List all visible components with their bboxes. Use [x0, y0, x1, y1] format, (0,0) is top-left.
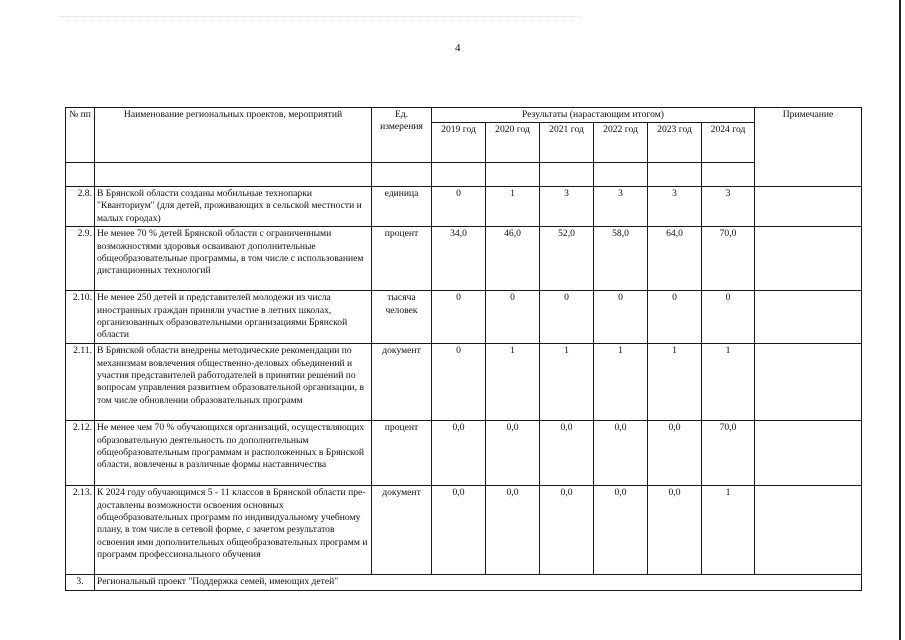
header-year: 2024 год	[702, 123, 755, 163]
row-name: Не менее 250 детей и представителей молодежи из числа иностранных граждан приняли участие в летних школах, организованных образовательными организациями Брянской области	[95, 291, 372, 344]
header-unit: Ед. измерения	[372, 108, 432, 163]
section-num: 3.	[66, 575, 95, 590]
table-row	[66, 291, 862, 344]
header-year: 2021 год	[540, 123, 594, 163]
row-value: 0,0	[594, 421, 648, 486]
row-num: 2.13.	[66, 486, 95, 575]
spacer-cell	[702, 163, 755, 187]
spacer-cell	[486, 163, 540, 187]
header-name: Наименование региональных проектов, мероприятий	[95, 108, 372, 163]
row-num: 2.8.	[66, 187, 95, 227]
row-value: 34,0	[432, 227, 486, 291]
row-value: 0	[432, 187, 486, 227]
row-num: 2.10.	[66, 291, 95, 344]
row-value: 1	[702, 486, 755, 575]
row-value: 0	[432, 291, 486, 344]
header-results: Результаты (нарастающим итогом)	[432, 108, 755, 123]
row-value: 3	[648, 187, 702, 227]
header-year: 2019 год	[432, 123, 486, 163]
row-value: 0,0	[540, 421, 594, 486]
row-value: 52,0	[540, 227, 594, 291]
row-value: 1	[540, 344, 594, 421]
row-value: 0,0	[594, 486, 648, 575]
table-row	[66, 344, 862, 421]
results-table	[65, 107, 862, 591]
row-note	[755, 421, 862, 486]
row-value: 0	[432, 344, 486, 421]
table-header-row	[66, 108, 862, 123]
row-num: 2.11.	[66, 344, 95, 421]
page-number: 4	[455, 42, 461, 54]
row-name: Не менее чем 70 % обучающихся организаций, осуществляющих образовательную деятельность по дополнительным общеобразовательным программам и расположенных в Брянской области, вовлечены в различные формы наставничества	[95, 421, 372, 486]
row-value: 70,0	[702, 227, 755, 291]
row-note	[755, 486, 862, 575]
row-value: 0,0	[648, 421, 702, 486]
header-num: № пп	[66, 108, 95, 163]
row-value: 58,0	[594, 227, 648, 291]
row-name: В Брянской области внедрены методические рекомендации по механизмам вовлечения общественно-деловых объединений и участия представителей работодателей в принятии решений по вопросам управления развитием образовательной организации, в том числе обновлении образовательных программ	[95, 344, 372, 421]
spacer-cell	[594, 163, 648, 187]
section-row	[66, 575, 862, 590]
header-year: 2023 год	[648, 123, 702, 163]
section-title: Региональный проект "Поддержка семей, имеющих детей"	[95, 575, 862, 590]
row-num: 2.12.	[66, 421, 95, 486]
row-value: 64,0	[648, 227, 702, 291]
row-value: 1	[702, 344, 755, 421]
row-name: В Брянской области созданы мобильные технопарки "Кванториум" (для детей, проживающих в сельской местности и малых городах)	[95, 187, 372, 227]
row-value: 3	[594, 187, 648, 227]
table-spacer-row	[66, 163, 862, 187]
table-row	[66, 421, 862, 486]
spacer-cell	[95, 163, 372, 187]
row-note	[755, 187, 862, 227]
row-num: 2.9.	[66, 227, 95, 291]
row-value: 1	[486, 187, 540, 227]
row-note	[755, 344, 862, 421]
row-value: 0,0	[540, 486, 594, 575]
table-row	[66, 486, 862, 575]
row-value: 0	[540, 291, 594, 344]
scan-top-artifact-line	[60, 16, 580, 18]
row-value: 0,0	[486, 421, 540, 486]
row-note	[755, 291, 862, 344]
row-unit: процент	[372, 421, 432, 486]
table-row	[66, 187, 862, 227]
row-value: 0,0	[648, 486, 702, 575]
row-note	[755, 227, 862, 291]
row-unit: документ	[372, 344, 432, 421]
row-unit: процент	[372, 227, 432, 291]
row-value: 0,0	[432, 486, 486, 575]
row-unit: тысяча человек	[372, 291, 432, 344]
spacer-cell	[66, 163, 95, 187]
row-unit: единица	[372, 187, 432, 227]
row-value: 0	[702, 291, 755, 344]
scan-right-edge-line	[899, 0, 901, 640]
row-name: Не менее 70 % детей Брянской области с ограниченными возможностями здоровья осваивают дополнительные общеобразовательные программы, в том числе с использованием дистанционных технологий	[95, 227, 372, 291]
row-value: 70,0	[702, 421, 755, 486]
row-value: 46,0	[486, 227, 540, 291]
header-note: Примечание	[755, 108, 862, 187]
header-year: 2022 год	[594, 123, 648, 163]
row-value: 3	[540, 187, 594, 227]
row-value: 1	[594, 344, 648, 421]
spacer-cell	[540, 163, 594, 187]
row-value: 3	[702, 187, 755, 227]
row-value: 0	[648, 291, 702, 344]
row-unit: документ	[372, 486, 432, 575]
spacer-cell	[648, 163, 702, 187]
header-year: 2020 год	[486, 123, 540, 163]
row-value: 0,0	[486, 486, 540, 575]
row-value: 0	[486, 291, 540, 344]
spacer-cell	[432, 163, 486, 187]
spacer-cell	[372, 163, 432, 187]
table-row	[66, 227, 862, 291]
row-value: 1	[486, 344, 540, 421]
row-value: 1	[648, 344, 702, 421]
row-name: К 2024 году обучающимся 5 - 11 классов в Брянской области пре-доставлены возможности освоения основных общеобразовательных программ по индивидуальному учебному плану, в том числе в сетевой форме, с зачетом результатов освоения ими дополнительных общеобразовательных программ и программ профессионального обучения	[95, 486, 372, 575]
row-value: 0,0	[432, 421, 486, 486]
row-value: 0	[594, 291, 648, 344]
